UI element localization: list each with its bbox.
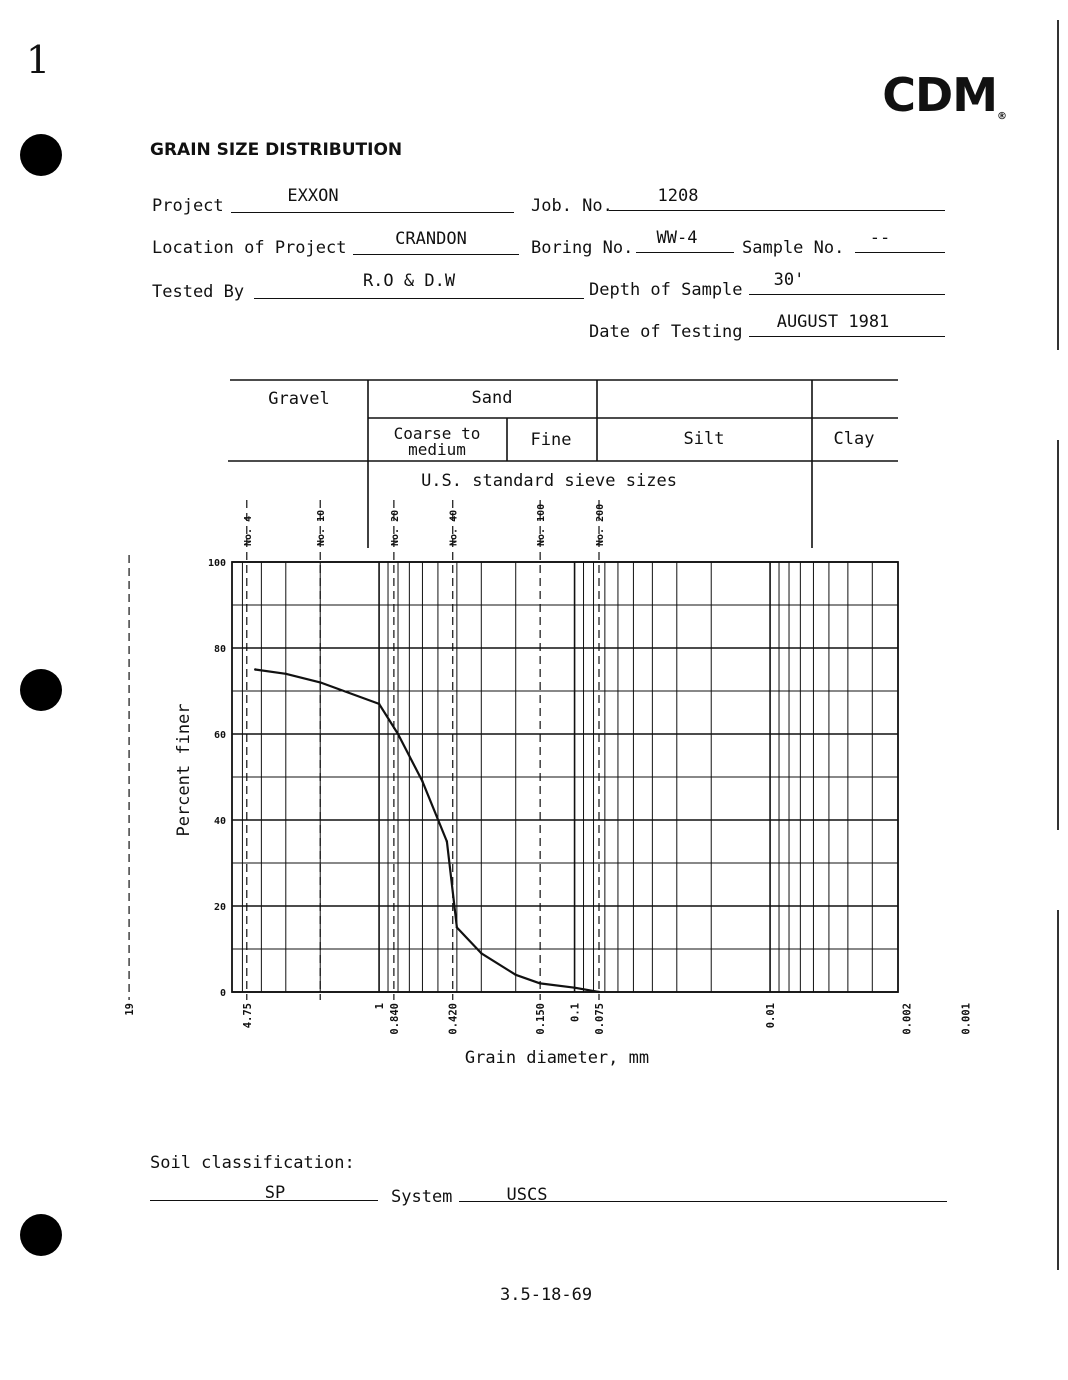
sand-label: Sand (471, 388, 513, 408)
system-value: USCS (506, 1185, 548, 1205)
x-tick-label: 0.1 (569, 1003, 582, 1022)
data-point (421, 780, 423, 782)
y-tick-label: 60 (213, 730, 226, 741)
data-point (456, 926, 458, 928)
chart-grid (232, 562, 898, 992)
system-label: System (391, 1187, 453, 1207)
data-point (446, 840, 448, 842)
x-tick-labels (124, 1003, 972, 1035)
location-label: Location of Project (152, 238, 347, 258)
sample-value: -- (869, 228, 891, 248)
tested-value: R.O & D.W (362, 271, 456, 291)
y-axis-label: Percent finer (174, 703, 194, 837)
x-tick-label: 0.420 (447, 1003, 460, 1035)
data-point (254, 668, 256, 670)
coarse-label-2: medium (408, 440, 466, 459)
data-point (378, 703, 380, 705)
project-value: EXXON (287, 186, 339, 206)
x-axis-label: Grain diameter, mm (464, 1048, 650, 1068)
y-tick-label: 20 (213, 902, 226, 913)
sieve-label: No. 4 (242, 515, 254, 546)
y-tick-label: 40 (213, 816, 226, 827)
tested-label: Tested By (152, 282, 245, 302)
data-point (397, 733, 399, 735)
x-tick-label: 0.150 (535, 1003, 548, 1035)
sample-label: Sample No. (742, 238, 845, 258)
x-tick-label: 0.840 (388, 1003, 401, 1035)
job-label: Job. No. (531, 196, 613, 216)
sieve-markers (129, 500, 606, 1000)
depth-label: Depth of Sample (589, 280, 743, 300)
cdm-logo: CDM® (882, 68, 1006, 122)
silt-label: Silt (683, 429, 725, 449)
x-tick-label: 4.75 (241, 1003, 254, 1029)
data-point (285, 673, 287, 675)
data-point (480, 952, 482, 954)
data-point (515, 974, 517, 976)
sieve-label: No. 10 (316, 509, 328, 546)
data-point (573, 987, 575, 989)
boring-value: WW-4 (656, 228, 698, 248)
fine-label: Fine (530, 430, 572, 450)
gravel-label: Gravel (268, 389, 330, 409)
soil-value: SP (264, 1183, 286, 1203)
clay-label: Clay (833, 429, 875, 449)
x-tick-label: 0.075 (594, 1003, 606, 1035)
x-tick-label: 0.002 (901, 1003, 914, 1035)
y-tick-label: 80 (213, 644, 226, 655)
boring-label: Boring No. (531, 238, 634, 258)
location-value: CRANDON (395, 229, 467, 249)
data-point (598, 991, 600, 993)
date-value: AUGUST 1981 (776, 312, 890, 332)
gradation-curve (254, 668, 600, 993)
y-tick-labels (208, 558, 226, 999)
data-point (319, 681, 321, 683)
project-label: Project (152, 196, 224, 216)
x-tick-label: 19 (124, 1003, 137, 1016)
soil-classification-label: Soil classification: (150, 1153, 355, 1173)
coarse-label-1: Coarse to (393, 424, 481, 443)
page-title: GRAIN SIZE DISTRIBUTION (150, 140, 403, 160)
depth-value: 30' (773, 270, 805, 290)
sieve-label: No. 20 (389, 509, 401, 546)
x-tick-label: 0.01 (765, 1003, 778, 1029)
sieve-label: No. 40 (448, 509, 460, 546)
date-label: Date of Testing (589, 322, 743, 342)
page-number: 3.5-18-69 (500, 1285, 593, 1305)
x-tick-label: 1 (374, 1003, 387, 1010)
job-value: 1208 (657, 186, 699, 206)
punch-hole-bottom (20, 1214, 62, 1256)
corner-mark: 1 (26, 38, 51, 82)
sieve-label: No. 100 (536, 503, 548, 546)
y-tick-label: 100 (207, 558, 226, 569)
sieve-label: No. 200 (595, 503, 606, 546)
data-point (539, 982, 541, 984)
data-series-line (255, 670, 599, 993)
sieve-caption: U.S. standard sieve sizes (421, 471, 677, 491)
x-tick-label: 0.001 (960, 1003, 973, 1035)
y-tick-label: 0 (219, 988, 226, 999)
